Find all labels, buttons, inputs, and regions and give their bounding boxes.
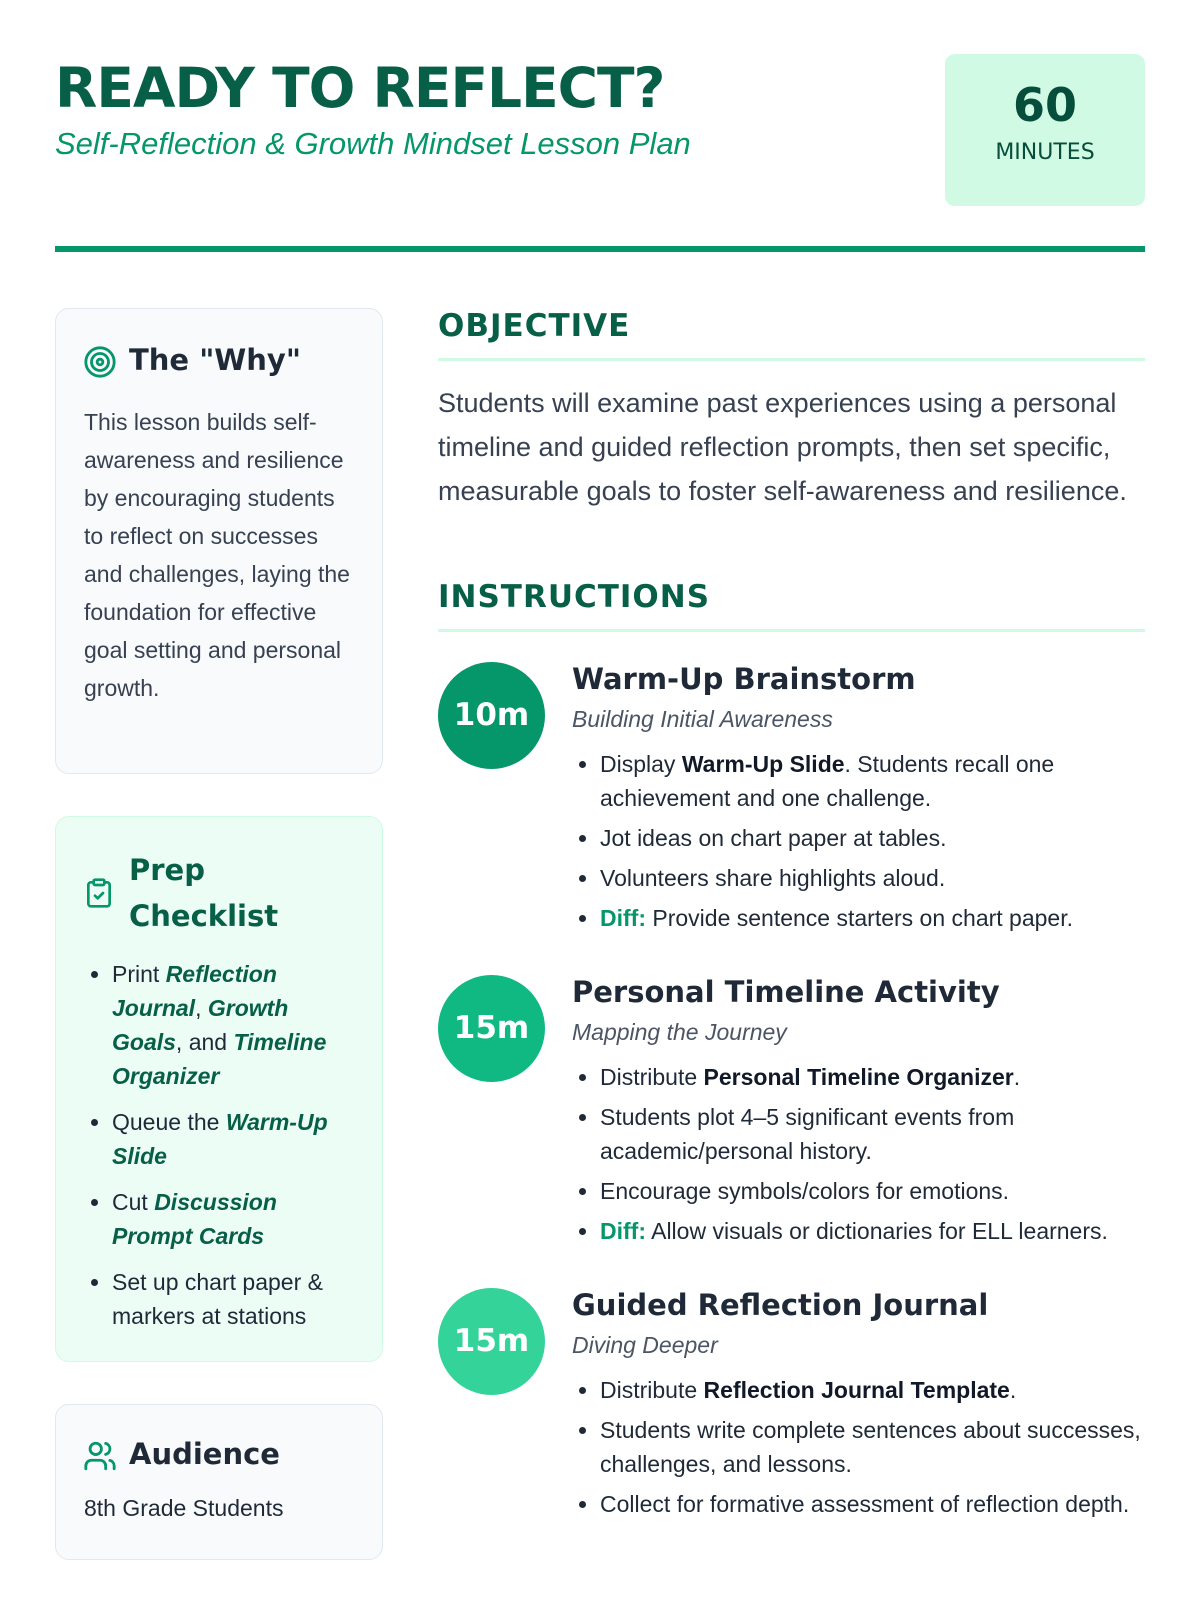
- instruction-step-timeline: [438, 975, 1145, 1248]
- step-list: [600, 747, 1145, 935]
- instruction-step-journal: [438, 1288, 1145, 1521]
- diff-label: Diff:: [600, 1218, 646, 1244]
- instructions-heading: INSTRUCTIONS: [438, 579, 1145, 632]
- objective-text: Students will examine past experiences using a personal timeline and guided reflection prompts, then set specific, measurable goals to foster self-awareness and resilience.: [438, 388, 1127, 506]
- diff-label: Diff:: [600, 905, 646, 931]
- page-subtitle: Self-Reflection & Growth Mindset Lesson Plan: [55, 126, 691, 161]
- users-icon: [83, 1439, 117, 1480]
- prep-item: • Print Reflection Journal, Growth Goals, and Timeline Organizer: [112, 957, 362, 1093]
- duration-value: 60: [1012, 78, 1077, 132]
- step-list: [600, 1373, 1145, 1521]
- why-title: The "Why": [129, 343, 301, 377]
- why-card: [55, 308, 383, 774]
- page-title: READY TO REFLECT?: [55, 56, 665, 120]
- step-title: Guided Reflection Journal: [572, 1288, 989, 1322]
- time-badge: 15m: [438, 1288, 545, 1395]
- instruction-step-warm-up: [438, 662, 1145, 935]
- step-list: [600, 1060, 1145, 1248]
- step-bullet: • Students plot 4–5 significant events from academic/personal history.: [600, 1100, 1145, 1168]
- header-divider: [55, 246, 1145, 252]
- main-content: [438, 308, 1145, 1527]
- step-title: Warm-Up Brainstorm: [572, 662, 916, 696]
- step-bullet: • Display Warm-Up Slide. Students recall one achievement and one challenge.: [600, 747, 1145, 815]
- step-bullet: • Volunteers share highlights aloud.: [600, 861, 1145, 895]
- prep-item: • Set up chart paper & markers at stations: [112, 1265, 362, 1333]
- step-bullet: • Diff: Allow visuals or dictionaries for ELL learners.: [600, 1214, 1145, 1248]
- prep-item: • Cut Discussion Prompt Cards: [112, 1185, 362, 1253]
- step-bullet: • Diff: Provide sentence starters on chart paper.: [600, 901, 1145, 935]
- step-tagline: Building Initial Awareness: [572, 706, 833, 732]
- why-text: This lesson builds self-awareness and resilience by encouraging students to reflect on successes and challenges, laying the foundation for effective goal setting and personal growth.: [84, 409, 350, 701]
- objective-heading: OBJECTIVE: [438, 308, 1145, 361]
- prep-item: • Queue the Warm-Up Slide: [112, 1105, 362, 1173]
- step-bullet: • Distribute Personal Timeline Organizer.: [600, 1060, 1145, 1094]
- time-badge: 10m: [438, 662, 545, 769]
- prep-list: [112, 957, 362, 1333]
- step-tagline: Mapping the Journey: [572, 1019, 787, 1045]
- header: [55, 52, 1145, 212]
- audience-title: Audience: [129, 1437, 280, 1471]
- clipboard-check-icon: [83, 875, 115, 924]
- step-title: Personal Timeline Activity: [572, 975, 1000, 1009]
- prep-checklist-card: [55, 816, 383, 1362]
- step-bullet: • Encourage symbols/colors for emotions.: [600, 1174, 1145, 1208]
- audience-card: [55, 1404, 383, 1560]
- audience-text: 8th Grade Students: [84, 1495, 284, 1521]
- duration-unit: MINUTES: [995, 140, 1095, 165]
- step-tagline: Diving Deeper: [572, 1332, 718, 1358]
- step-bullet: • Collect for formative assessment of reflection depth.: [600, 1487, 1145, 1521]
- step-bullet: • Distribute Reflection Journal Template.: [600, 1373, 1145, 1407]
- step-bullet: • Jot ideas on chart paper at tables.: [600, 821, 1145, 855]
- duration-badge: [945, 54, 1145, 206]
- time-badge: 15m: [438, 975, 545, 1082]
- step-bullet: • Students write complete sentences about successes, challenges, and lessons.: [600, 1413, 1145, 1481]
- prep-title: Prep Checklist: [129, 853, 279, 933]
- target-icon: [83, 345, 117, 386]
